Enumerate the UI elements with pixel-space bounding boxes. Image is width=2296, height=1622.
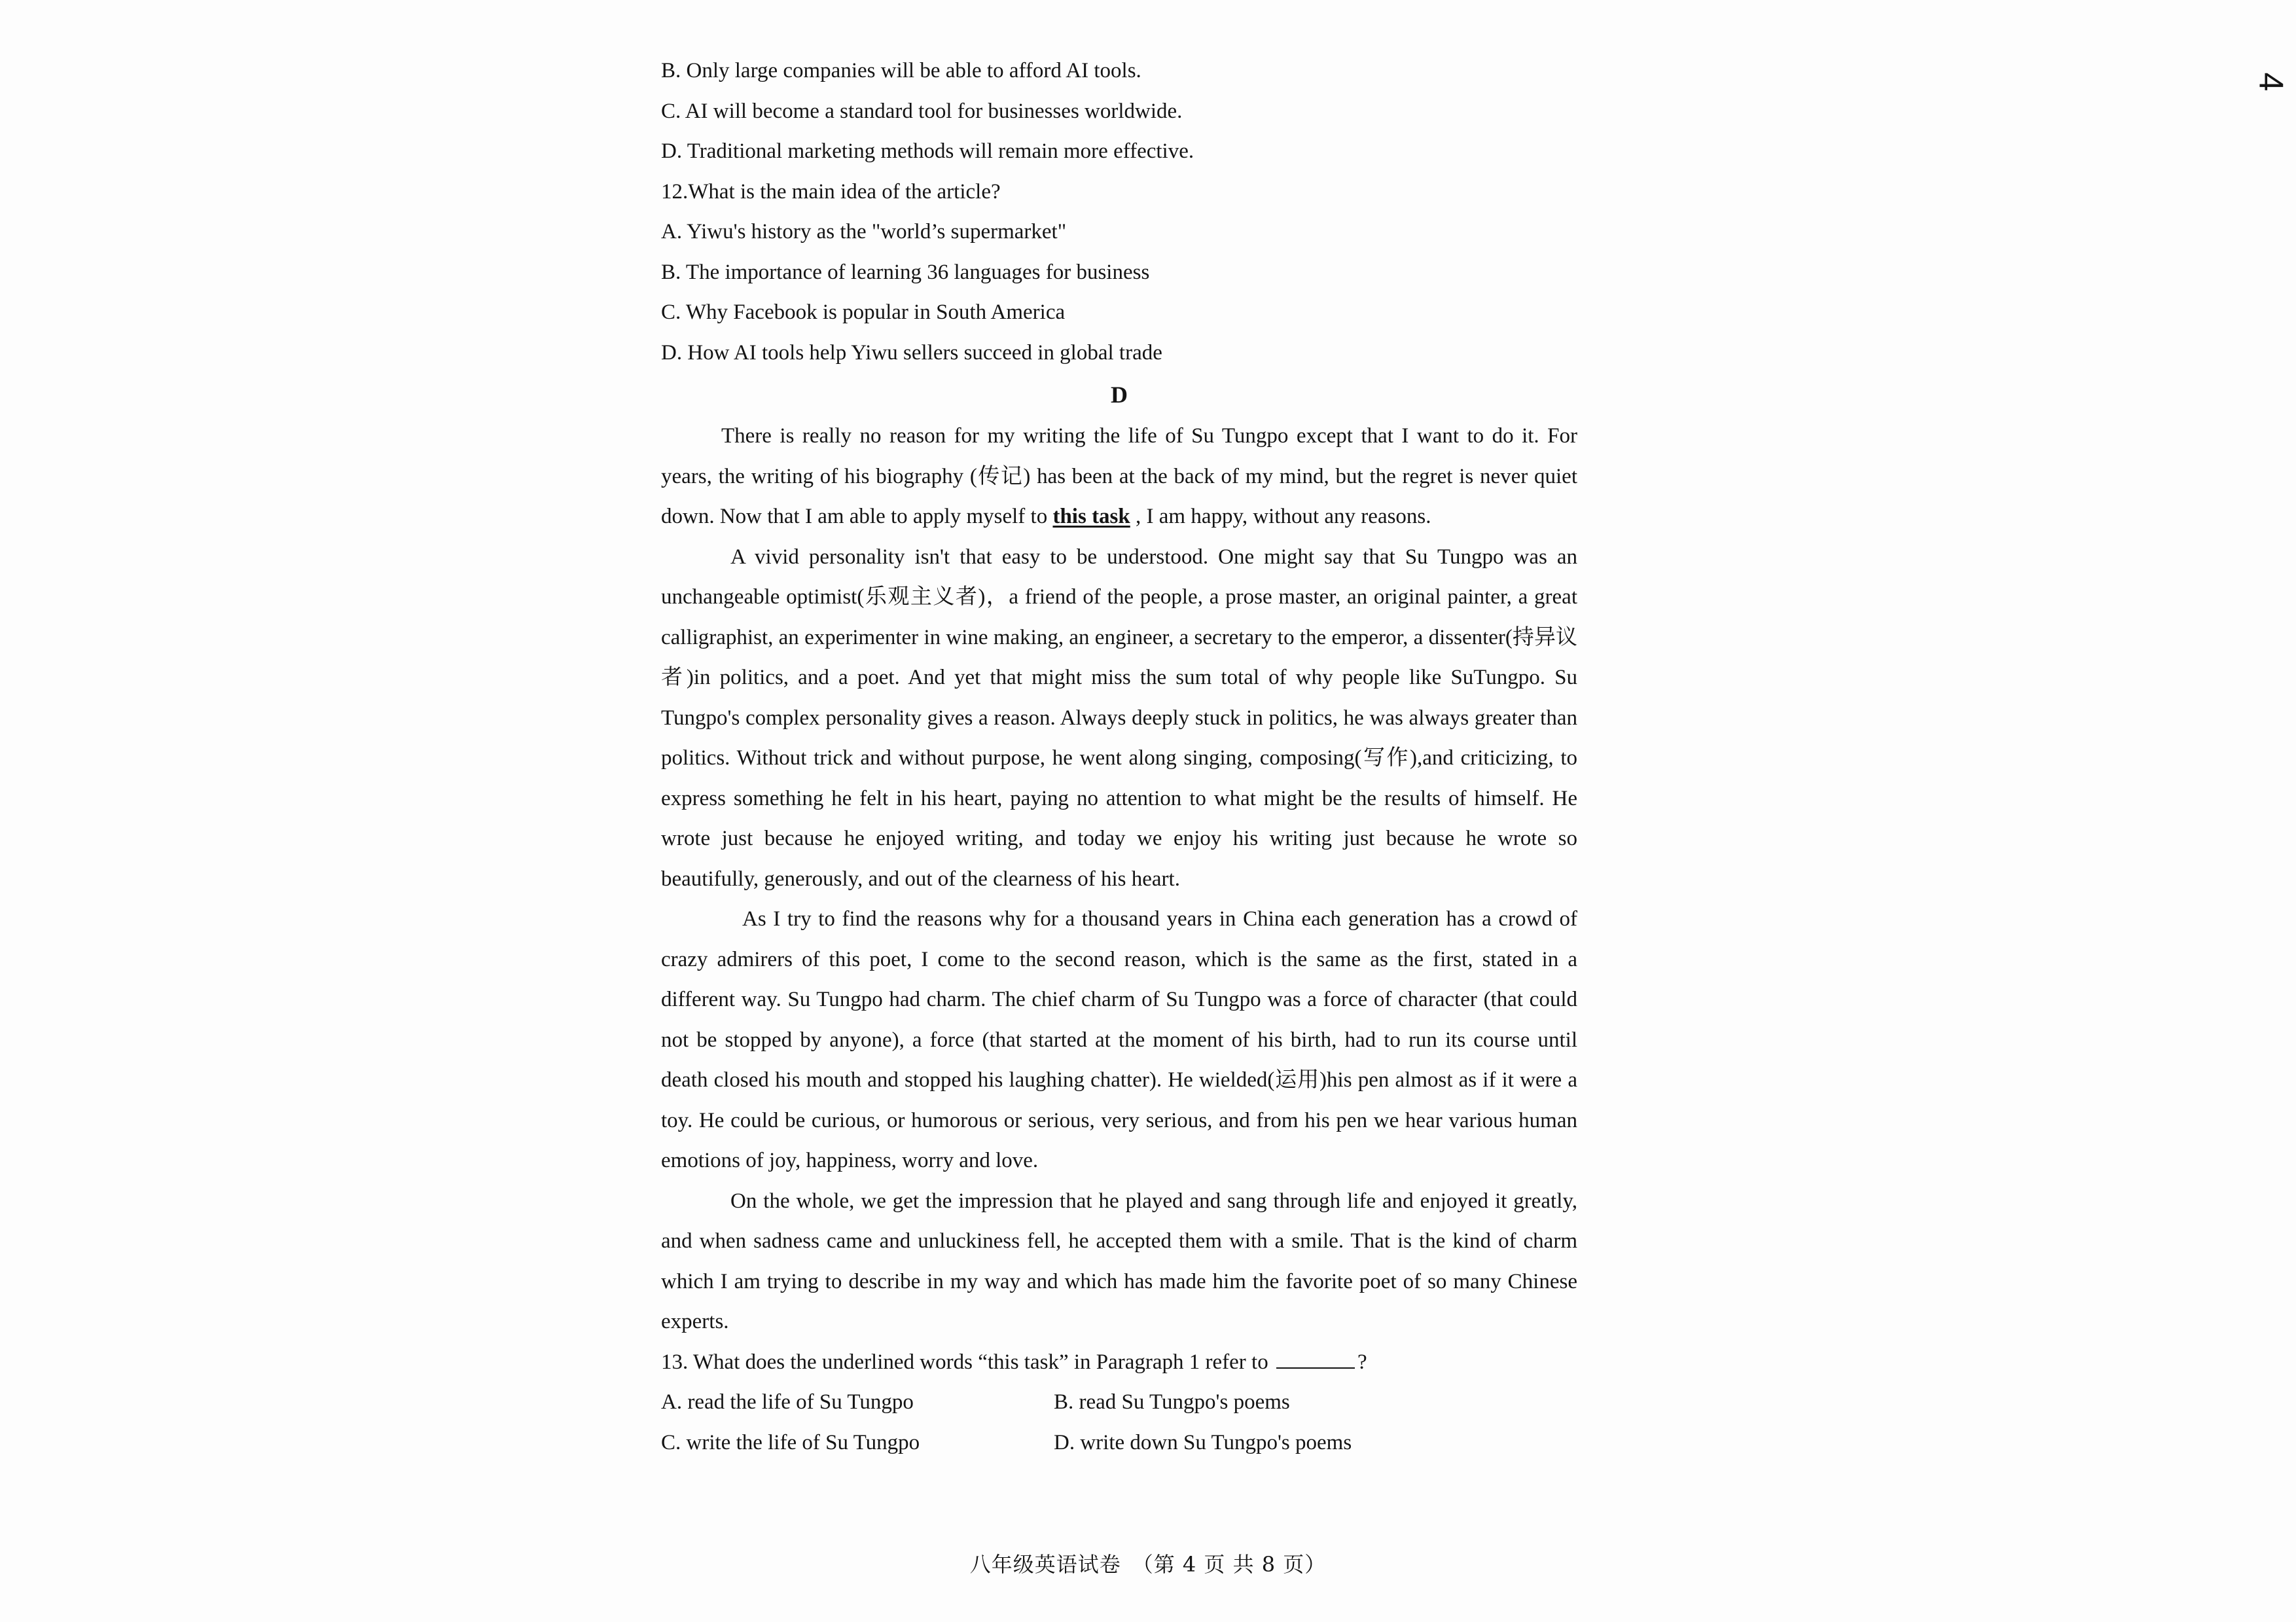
question-13-text: 13. What does the underlined words “this task” in Paragraph 1 refer to	[661, 1350, 1268, 1374]
question-13-option-d: D. write down Su Tungpo's poems	[1054, 1430, 1352, 1454]
paragraph-1	[661, 416, 1577, 537]
prev-option-c: C. AI will become a standard tool for businesses worldwide.	[661, 99, 1183, 123]
paragraph-4: On the whole, we get the impression that he played and sang through life and enjoyed it greatly, and when sadness came and unluckiness fell, he accepted them with a smile. That is the kind of charm which I am trying to describe in my way and which has made him the favorite poet of so many Chinese experts.	[661, 1189, 1577, 1333]
paragraph-3: As I try to find the reasons why for a thousand years in China each generation has a crowd of crazy admirers of this poet, I come to the second reason, which is the same as the first, stated in a different way. Su Tungpo had charm. The chief charm of Su Tungpo was a force of character (that could not be stopped by anyone), a force (that started at the moment of his birth, had to run its course until death closed his mouth and stopped his laughing chatter). He wielded(运用)his pen almost as if it were a toy. He could be curious, or humorous or serious, very serious, and from his pen we hear various human emotions of joy, happiness, worry and love.	[661, 907, 1577, 1172]
question-12-option-d: D. How AI tools help Yiwu sellers succeed in global trade	[661, 340, 1162, 365]
question-13-stem	[661, 1343, 1577, 1383]
paragraph-1-start: There is really no reason for my writing the life of Su Tungpo except that I want to do it. For years, the writing of his biography (传记) has been at the back of my mind, but the regret is never quiet down. Now that I am able to apply myself to	[661, 424, 1577, 528]
question-12-option-b: B. The importance of learning 36 languages for business	[661, 260, 1150, 284]
question-12-stem: 12.What is the main idea of the article?	[661, 179, 1001, 204]
section-title: D	[1111, 382, 1128, 408]
paragraph-2: A vivid personality isn't that easy to be understood. One might say that Su Tungpo was an unchangeable optimist(乐观主义者)，a friend of the people, a prose master, an original painter, a great calligraphist, an experimenter in wine making, an engineer, a secretary to the emperor, a dissenter(持异议者)in politics, and a poet. And yet that might miss the sum total of why people like SuTungpo. Su Tungpo's complex personality gives a reason. Always deeply stuck in politics, he was always greater than politics. Without trick and without purpose, he went along singing, composing(写作),and criticizing, to express something he felt in his heart, paying no attention to what might be the results of himself. He wrote just because he enjoyed writing, and today we enjoy his writing just because he wrote so beautifully, generously, and out of the clearness of his heart.	[661, 545, 1577, 891]
page-footer: 八年级英语试卷 （第 4 页 共 8 页）	[969, 1552, 1327, 1577]
question-13-mark: ?	[1357, 1350, 1367, 1374]
content-column	[661, 51, 1577, 1463]
answer-blank	[1276, 1348, 1355, 1369]
prev-option-d: D. Traditional marketing methods will remain more effective.	[661, 139, 1194, 163]
paragraph-1-end: , I am happy, without any reasons.	[1130, 505, 1431, 528]
question-12-option-a: A. Yiwu's history as the "world’s supermarket"	[661, 220, 1067, 243]
prev-option-b: B. Only large companies will be able to afford AI tools.	[661, 59, 1141, 82]
underlined-this-task: this task	[1052, 505, 1130, 528]
page-number-mark: 4	[2251, 72, 2290, 92]
question-13-option-b: B. read Su Tungpo's poems	[1054, 1390, 1290, 1414]
question-12-option-c: C. Why Facebook is popular in South America	[661, 300, 1066, 324]
question-13-options	[661, 1382, 1577, 1463]
question-13-option-c: C. write the life of Su Tungpo	[661, 1430, 920, 1454]
question-13-option-a: A. read the life of Su Tungpo	[661, 1390, 914, 1414]
